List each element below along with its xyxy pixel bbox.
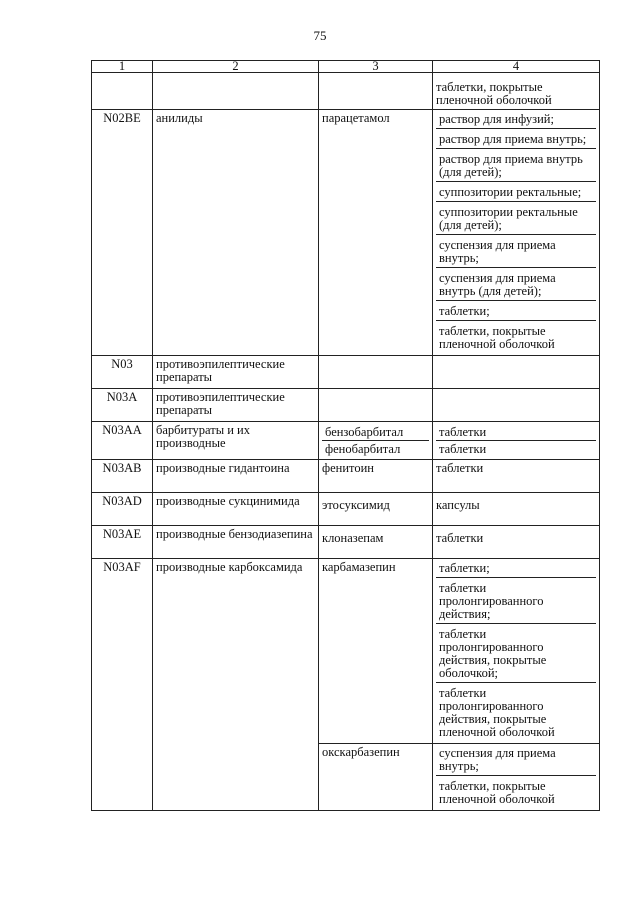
- drug-cell: [319, 73, 433, 110]
- dosage-form: таблетки: [436, 424, 596, 441]
- code-cell: N03AD: [92, 493, 153, 526]
- code-cell: N03AF: [92, 559, 153, 811]
- drug-name: фенобарбитал: [325, 442, 401, 456]
- dosage-form: таблетки;: [436, 561, 596, 578]
- group-cell: барбитураты и их производные: [153, 422, 319, 460]
- group-cell: производные бензодиазепина: [153, 526, 319, 559]
- drug-cell: [319, 422, 433, 460]
- dosage-form: суспензия для приема внутрь;: [436, 238, 596, 268]
- group-cell: производные сукцинимида: [153, 493, 319, 526]
- drug-name: бензобарбитал: [322, 424, 429, 441]
- dosage-form: таблетки: [439, 442, 487, 456]
- table-row: [92, 389, 600, 422]
- form-cell: [433, 744, 600, 811]
- drug-cell: окскарбазепин: [319, 744, 433, 811]
- table-row: [92, 110, 600, 356]
- form-cell: таблетки: [433, 460, 600, 493]
- form-cell: [433, 389, 600, 422]
- group-cell: производные карбоксамида: [153, 559, 319, 811]
- form-cell: [433, 356, 600, 389]
- dosage-form: таблетки пролонгированного действия;: [436, 581, 596, 624]
- group-cell: противоэпилептические препараты: [153, 389, 319, 422]
- table-row: [92, 559, 600, 744]
- dosage-form: таблетки пролонгированного действия, покрытые пленочной оболочкой: [439, 686, 555, 739]
- code-cell: N03: [92, 356, 153, 389]
- dosage-form: раствор для приема внутрь (для детей);: [436, 152, 596, 182]
- code-cell: N03A: [92, 389, 153, 422]
- dosage-form: раствор для приема внутрь;: [436, 132, 596, 149]
- table-row: [92, 526, 600, 559]
- table-row: [92, 493, 600, 526]
- dosage-form: раствор для инфузий;: [436, 112, 596, 129]
- drug-cell: клоназепам: [319, 526, 433, 559]
- dosage-form: таблетки, покрытые пленочной оболочкой: [439, 324, 555, 351]
- column-header-4: 4: [433, 61, 600, 73]
- drug-cell: фенитоин: [319, 460, 433, 493]
- dosage-form: таблетки, покрытые пленочной оболочкой: [439, 779, 555, 806]
- drug-cell: [319, 389, 433, 422]
- form-cell: таблетки, покрытые пленочной оболочкой: [433, 73, 600, 110]
- dosage-form: суппозитории ректальные;: [436, 185, 596, 202]
- column-header-1: 1: [92, 61, 153, 73]
- drug-cell: парацетамол: [319, 110, 433, 356]
- dosage-form: суппозитории ректальные (для детей);: [436, 205, 596, 235]
- dosage-form: суспензия для приема внутрь;: [436, 746, 596, 776]
- group-cell: анилиды: [153, 110, 319, 356]
- group-cell: противоэпилептические препараты: [153, 356, 319, 389]
- code-cell: N03AA: [92, 422, 153, 460]
- group-cell: производные гидантоина: [153, 460, 319, 493]
- drug-table: [91, 60, 600, 811]
- form-cell: [433, 559, 600, 744]
- page-number: 75: [313, 28, 327, 43]
- column-header-3: 3: [319, 61, 433, 73]
- dosage-form: таблетки;: [436, 304, 596, 321]
- form-cell: таблетки: [433, 526, 600, 559]
- table-row: [92, 460, 600, 493]
- table-row: [92, 422, 600, 460]
- dosage-form: суспензия для приема внутрь (для детей);: [436, 271, 596, 301]
- drug-cell: этосуксимид: [319, 493, 433, 526]
- code-cell: N02BE: [92, 110, 153, 356]
- code-cell: N03AB: [92, 460, 153, 493]
- code-cell: [92, 73, 153, 110]
- table-row: [92, 73, 600, 110]
- drug-cell: [319, 356, 433, 389]
- form-cell: капсулы: [433, 493, 600, 526]
- form-cell: [433, 422, 600, 460]
- table-row: [92, 356, 600, 389]
- group-cell: [153, 73, 319, 110]
- column-header-2: 2: [153, 61, 319, 73]
- drug-cell: карбамазепин: [319, 559, 433, 744]
- header-row: [92, 61, 600, 73]
- code-cell: N03AE: [92, 526, 153, 559]
- dosage-form: таблетки пролонгированного действия, покрытые оболочкой;: [436, 627, 596, 683]
- form-cell: [433, 110, 600, 356]
